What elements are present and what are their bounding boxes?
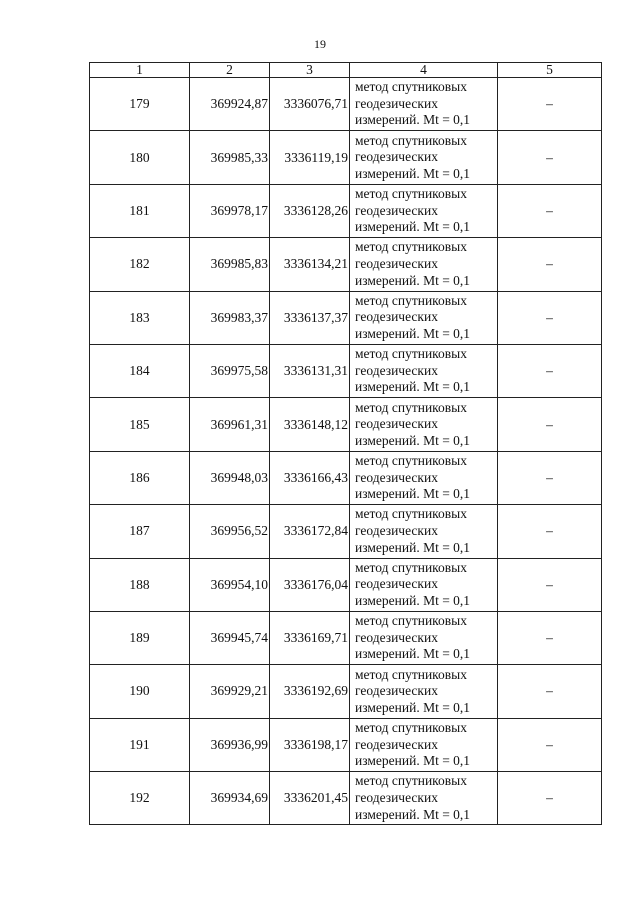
x-coordinate-cell: 369924,87	[190, 78, 270, 131]
note-cell: –	[498, 78, 602, 131]
y-coordinate-cell: 3336172,84	[270, 505, 350, 558]
method-cell	[350, 718, 498, 771]
y-coordinate-cell: 3336119,19	[270, 131, 350, 184]
coordinates-table	[89, 62, 602, 825]
column-header-3: 3	[270, 63, 350, 78]
method-line: измерений. Mt = 0,1	[355, 646, 471, 662]
method-cell	[350, 344, 498, 397]
table-row	[90, 238, 602, 291]
method-line: метод спутниковых	[355, 292, 467, 308]
table-row	[90, 344, 602, 397]
method-line: геодезических	[355, 362, 438, 378]
method-line: геодезических	[355, 95, 438, 111]
table-body	[90, 78, 602, 825]
method-line: геодезических	[355, 576, 438, 592]
method-cell	[350, 131, 498, 184]
method-line: геодезических	[355, 789, 438, 805]
note-cell: –	[498, 451, 602, 504]
table-header-row	[90, 63, 602, 78]
table-row	[90, 184, 602, 237]
method-line: метод спутниковых	[355, 613, 467, 629]
method-line: геодезических	[355, 736, 438, 752]
method-line: геодезических	[355, 523, 438, 539]
method-cell	[350, 184, 498, 237]
note-cell: –	[498, 184, 602, 237]
method-line: измерений. Mt = 0,1	[355, 699, 471, 715]
point-number-cell: 185	[90, 398, 190, 451]
point-number-cell: 192	[90, 772, 190, 825]
method-line: геодезических	[355, 683, 438, 699]
point-number-cell: 181	[90, 184, 190, 237]
y-coordinate-cell: 3336128,26	[270, 184, 350, 237]
x-coordinate-cell: 369961,31	[190, 398, 270, 451]
table-row	[90, 78, 602, 131]
method-line: геодезических	[355, 629, 438, 645]
page-number: 19	[314, 37, 326, 51]
method-cell	[350, 558, 498, 611]
method-line: измерений. Mt = 0,1	[355, 539, 471, 555]
method-cell	[350, 505, 498, 558]
method-line: измерений. Mt = 0,1	[355, 326, 471, 342]
method-cell	[350, 291, 498, 344]
point-number-cell: 189	[90, 611, 190, 664]
method-line: измерений. Mt = 0,1	[355, 165, 471, 181]
method-cell	[350, 398, 498, 451]
y-coordinate-cell: 3336134,21	[270, 238, 350, 291]
y-coordinate-cell: 3336148,12	[270, 398, 350, 451]
method-line: измерений. Mt = 0,1	[355, 753, 471, 769]
method-line: метод спутниковых	[355, 399, 467, 415]
x-coordinate-cell: 369975,58	[190, 344, 270, 397]
method-line: метод спутниковых	[355, 346, 467, 362]
note-cell: –	[498, 398, 602, 451]
method-line: измерений. Mt = 0,1	[355, 272, 471, 288]
table-row	[90, 398, 602, 451]
note-cell: –	[498, 611, 602, 664]
point-number-cell: 188	[90, 558, 190, 611]
method-line: геодезических	[355, 469, 438, 485]
x-coordinate-cell: 369956,52	[190, 505, 270, 558]
method-line: измерений. Mt = 0,1	[355, 593, 471, 608]
method-line: измерений. Mt = 0,1	[355, 112, 471, 128]
method-line: геодезических	[355, 416, 438, 432]
method-cell	[350, 451, 498, 504]
x-coordinate-cell: 369954,10	[190, 558, 270, 611]
y-coordinate-cell: 3336169,71	[270, 611, 350, 664]
method-line: измерений. Mt = 0,1	[355, 219, 471, 235]
note-cell: –	[498, 131, 602, 184]
method-line: измерений. Mt = 0,1	[355, 806, 471, 822]
column-header-4: 4	[350, 63, 498, 78]
method-line: геодезических	[355, 149, 438, 165]
note-cell: –	[498, 558, 602, 611]
table-row	[90, 291, 602, 344]
table-row	[90, 772, 602, 825]
point-number-cell: 180	[90, 131, 190, 184]
x-coordinate-cell: 369985,83	[190, 238, 270, 291]
point-number-cell: 179	[90, 78, 190, 131]
method-line: метод спутниковых	[355, 132, 467, 148]
method-line: измерений. Mt = 0,1	[355, 379, 471, 395]
method-line: метод спутниковых	[355, 239, 467, 255]
x-coordinate-cell: 369936,99	[190, 718, 270, 771]
note-cell: –	[498, 344, 602, 397]
table-row	[90, 131, 602, 184]
table-row	[90, 611, 602, 664]
method-line: измерений. Mt = 0,1	[355, 432, 471, 448]
table-row	[90, 451, 602, 504]
y-coordinate-cell: 3336166,43	[270, 451, 350, 504]
method-line: измерений. Mt = 0,1	[355, 486, 471, 502]
y-coordinate-cell: 3336198,17	[270, 718, 350, 771]
method-cell	[350, 78, 498, 131]
note-cell: –	[498, 718, 602, 771]
point-number-cell: 187	[90, 505, 190, 558]
note-cell: –	[498, 772, 602, 825]
method-line: метод спутниковых	[355, 453, 467, 469]
method-line: метод спутниковых	[355, 79, 467, 95]
point-number-cell: 190	[90, 665, 190, 718]
method-cell	[350, 772, 498, 825]
table-row	[90, 505, 602, 558]
method-line: метод спутниковых	[355, 506, 467, 522]
table-row	[90, 718, 602, 771]
y-coordinate-cell: 3336192,69	[270, 665, 350, 718]
point-number-cell: 186	[90, 451, 190, 504]
point-number-cell: 191	[90, 718, 190, 771]
method-line: геодезических	[355, 202, 438, 218]
point-number-cell: 182	[90, 238, 190, 291]
point-number-cell: 183	[90, 291, 190, 344]
table-row	[90, 665, 602, 718]
method-line: метод спутниковых	[355, 186, 467, 202]
column-header-2: 2	[190, 63, 270, 78]
x-coordinate-cell: 369978,17	[190, 184, 270, 237]
x-coordinate-cell: 369948,03	[190, 451, 270, 504]
column-header-1: 1	[90, 63, 190, 78]
method-line: метод спутниковых	[355, 666, 467, 682]
x-coordinate-cell: 369983,37	[190, 291, 270, 344]
method-cell	[350, 611, 498, 664]
method-line: геодезических	[355, 309, 438, 325]
x-coordinate-cell: 369985,33	[190, 131, 270, 184]
method-cell	[350, 665, 498, 718]
method-line: геодезических	[355, 256, 438, 272]
x-coordinate-cell: 369929,21	[190, 665, 270, 718]
y-coordinate-cell: 3336137,37	[270, 291, 350, 344]
x-coordinate-cell: 369945,74	[190, 611, 270, 664]
table-row	[90, 558, 602, 611]
point-number-cell: 184	[90, 344, 190, 397]
note-cell: –	[498, 665, 602, 718]
note-cell: –	[498, 238, 602, 291]
note-cell: –	[498, 505, 602, 558]
x-coordinate-cell: 369934,69	[190, 772, 270, 825]
method-line: метод спутниковых	[355, 559, 467, 575]
y-coordinate-cell: 3336076,71	[270, 78, 350, 131]
column-header-5: 5	[498, 63, 602, 78]
method-line: метод спутниковых	[355, 719, 467, 735]
method-line: метод спутниковых	[355, 773, 467, 789]
note-cell: –	[498, 291, 602, 344]
y-coordinate-cell: 3336201,45	[270, 772, 350, 825]
y-coordinate-cell: 3336131,31	[270, 344, 350, 397]
y-coordinate-cell: 3336176,04	[270, 558, 350, 611]
method-cell	[350, 238, 498, 291]
